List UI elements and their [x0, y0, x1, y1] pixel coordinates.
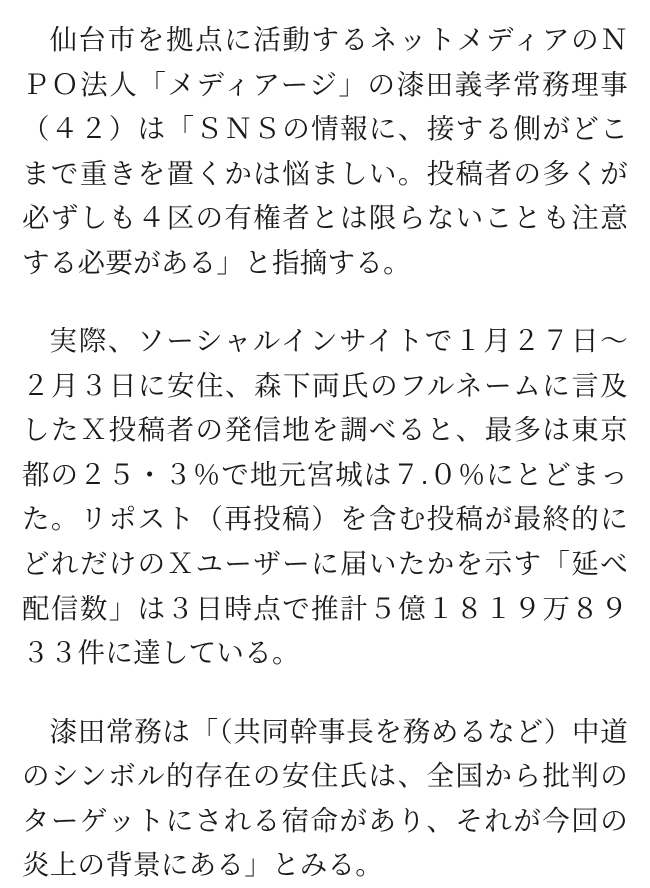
article-paragraph: 漆田常務は「（共同幹事長を務めるなど）中道のシンボル的存在の安住氏は、全国から批判のターゲットにされる宿命があり、それが今回の炎上の背景にある」とみる。: [22, 715, 628, 881]
article-paragraph: 実際、ソーシャルインサイトで１月２７日〜２月３日に安住、森下両氏のフルネームに言及したＸ投稿者の発信地を調べると、最多は東京都の２５・３％で地元宮城は７.０％にとどまった。リポスト（再投稿）を含む投稿が最終的にどれだけのＸユーザーに届いたかを示す「延べ配信数」は３日時点で推計５億１８１９万８９３３件に達している。: [22, 325, 628, 669]
article-paragraph: 仙台市を拠点に活動するネットメディアのＮＰＯ法人「メディアージ」の漆田義孝常務理事（４２）は「ＳＮＳの情報に、接する側がどこまで重きを置くかは悩ましい。投稿者の多くが必ずしも４区の有権者とは限らないことも注意する必要がある」と指摘する。: [22, 24, 628, 278]
